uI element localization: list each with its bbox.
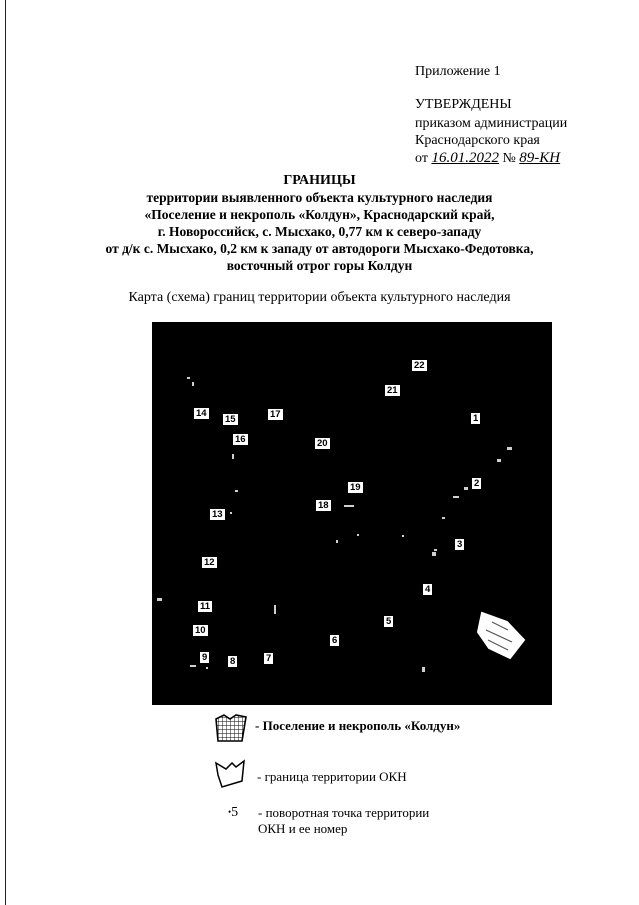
map-point-11: 11 (200, 601, 211, 612)
map-title: Карта (схема) границ территории объекта культурного наследия (128, 290, 511, 305)
order-number: 89-KН (519, 150, 561, 166)
map-point-18: 18 (318, 500, 329, 511)
map-point-16: 16 (235, 434, 246, 445)
document-title (0, 172, 639, 274)
map-point-5: 5 (386, 616, 392, 627)
title-line-5: восточный отрог горы Колдун (226, 258, 413, 273)
order-number-label: № (502, 151, 516, 166)
title-line-2: «Поселение и некрополь «Колдун», Краснодарский край, (144, 207, 495, 222)
point-dot-icon: • (228, 807, 232, 817)
legend-point-line-1: - поворотная точка территории (258, 805, 430, 820)
map-point-8: 8 (230, 656, 236, 667)
map-point-21: 21 (387, 385, 398, 396)
map-point-19: 19 (350, 482, 361, 493)
title-line-3: г. Новороссийск, с. Мысхако, 0,77 км к северо-западу (157, 224, 482, 239)
title-heading: ГРАНИЦЫ (283, 173, 356, 188)
order-line-3 (415, 150, 560, 167)
legend-boundary: - граница территории ОКН (257, 769, 407, 784)
map-point-7: 7 (266, 653, 272, 664)
order-line-1: приказом администрации (415, 116, 568, 131)
map-point-10: 10 (195, 625, 206, 636)
appendix-label: Приложение 1 (415, 64, 501, 79)
map-point-22: 22 (414, 360, 425, 371)
map-point-6: 6 (332, 635, 338, 646)
map-point-3: 3 (457, 539, 463, 550)
order-line-2: Краснодарского края (415, 133, 540, 148)
map-point-13: 13 (212, 509, 223, 520)
order-date: 16.01.2022 (431, 150, 499, 166)
title-line-4: от д/к с. Мысхако, 0,2 км к западу от автодороги Мысхако-Федотовка, (105, 241, 534, 256)
map-point-20: 20 (317, 438, 328, 449)
map-point-14: 14 (196, 408, 207, 419)
legend-point-sample: •5 (228, 805, 239, 820)
title-line-1: территории выявленного объекта культурного наследия (146, 190, 493, 205)
map-point-2: 2 (474, 478, 480, 489)
legend-settlement: - Поселение и некрополь «Колдун» (255, 718, 461, 733)
order-from-label: от (415, 151, 428, 166)
legend-point-line-2: ОКН и ее номер (258, 821, 348, 836)
page-edge-line (5, 0, 6, 905)
approved-label: УТВЕРЖДЕНЫ (415, 97, 512, 112)
map-point-12: 12 (204, 557, 215, 568)
map-point-1: 1 (473, 413, 479, 424)
boundary-legend-icon (214, 759, 250, 789)
map-point-4: 4 (425, 584, 431, 595)
map-point-17: 17 (270, 409, 281, 420)
settlement-area (478, 613, 524, 658)
settlement-legend-icon (214, 713, 248, 743)
map-point-15: 15 (225, 414, 236, 425)
map-point-9: 9 (202, 652, 208, 663)
boundary-map (152, 322, 552, 705)
